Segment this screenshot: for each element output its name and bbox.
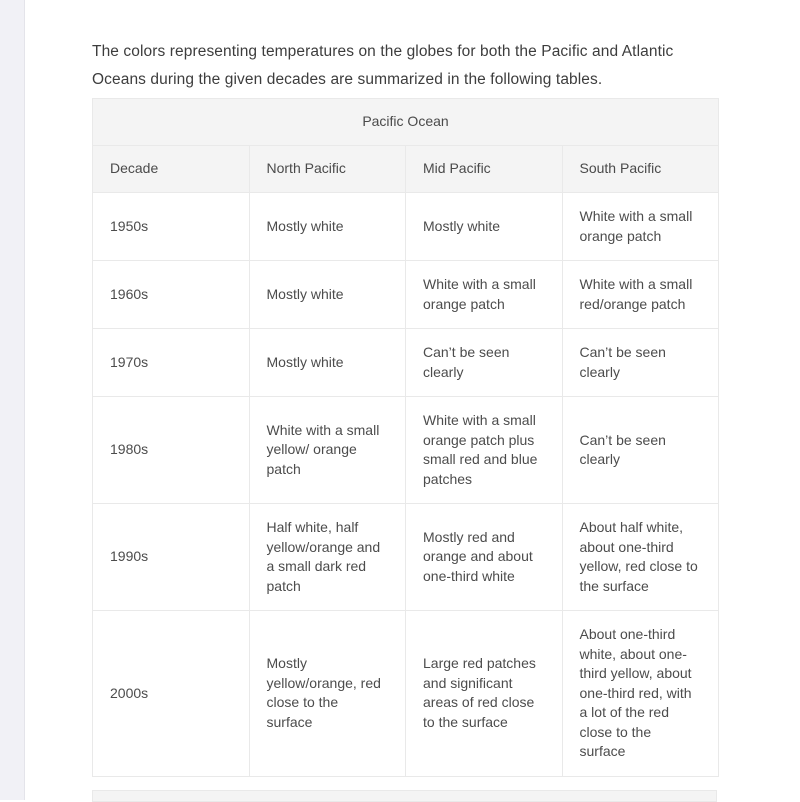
table-row-1960s <box>93 261 719 329</box>
cell-south-pacific: About half white, about one-third yellow, red close to the surface <box>562 504 719 611</box>
table-title-row <box>93 99 719 146</box>
cell-south-pacific: Can’t be seen clearly <box>562 329 719 397</box>
cell-decade: 1950s <box>93 193 250 261</box>
cell-north-pacific: Mostly white <box>249 261 406 329</box>
cell-south-pacific: White with a small red/orange patch <box>562 261 719 329</box>
cell-mid-pacific: White with a small orange patch <box>406 261 563 329</box>
table-row-1990s <box>93 504 719 611</box>
cell-mid-pacific: Mostly white <box>406 193 563 261</box>
table-row-2000s <box>93 611 719 777</box>
pacific-ocean-table <box>92 98 719 777</box>
column-header-decade: Decade <box>93 146 250 193</box>
intro-paragraph: The colors representing temperatures on the globes for both the Pacific and Atlantic Oceans during the given decades are summarized in the following tables. <box>92 42 674 88</box>
cell-south-pacific: Can’t be seen clearly <box>562 397 719 504</box>
left-panel-edge <box>0 0 25 800</box>
cell-north-pacific: Mostly yellow/orange, red close to the surface <box>249 611 406 777</box>
cell-mid-pacific: Can’t be seen clearly <box>406 329 563 397</box>
column-header-south-pacific: South Pacific <box>562 146 719 193</box>
next-table-top-edge <box>92 790 717 802</box>
table-title: Pacific Ocean <box>93 99 719 146</box>
table-header-row <box>93 146 719 193</box>
table-row-1950s <box>93 193 719 261</box>
cell-south-pacific: About one-third white, about one-third yellow, about one-third red, with a lot of the red close to the surface <box>562 611 719 777</box>
column-header-mid-pacific: Mid Pacific <box>406 146 563 193</box>
cell-decade: 1970s <box>93 329 250 397</box>
cell-decade: 1960s <box>93 261 250 329</box>
cell-decade: 1990s <box>93 504 250 611</box>
cell-north-pacific: Mostly white <box>249 193 406 261</box>
table-row-1970s <box>93 329 719 397</box>
cell-mid-pacific: White with a small orange patch plus small red and blue patches <box>406 397 563 504</box>
cell-south-pacific: White with a small orange patch <box>562 193 719 261</box>
cell-mid-pacific: Mostly red and orange and about one-third white <box>406 504 563 611</box>
cell-north-pacific: Half white, half yellow/orange and a small dark red patch <box>249 504 406 611</box>
cell-mid-pacific: Large red patches and significant areas of red close to the surface <box>406 611 563 777</box>
cell-north-pacific: Mostly white <box>249 329 406 397</box>
cell-north-pacific: White with a small yellow/ orange patch <box>249 397 406 504</box>
cell-decade: 1980s <box>93 397 250 504</box>
cell-decade: 2000s <box>93 611 250 777</box>
table-row-1980s <box>93 397 719 504</box>
column-header-north-pacific: North Pacific <box>249 146 406 193</box>
